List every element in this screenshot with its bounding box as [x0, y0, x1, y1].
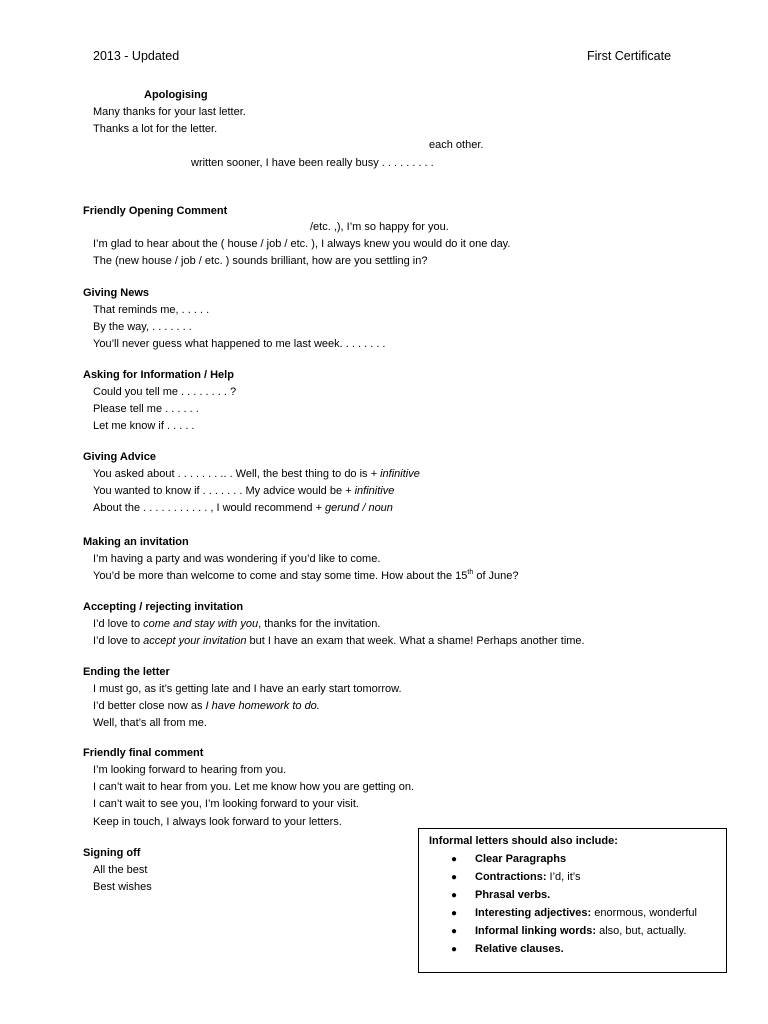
opening-line-1: /etc. ,), I’m so happy for you.: [310, 221, 449, 233]
advice-line-3: [93, 501, 393, 515]
opening-line-3: The (new house / job / etc. ) sounds brilliant, how are you settling in?: [93, 255, 428, 267]
apologising-line-4: written sooner, I have been really busy . . . . . . . . .: [191, 157, 434, 169]
advice-line-3-italic: + gerund / noun: [315, 502, 393, 514]
accepting-line-1-b: , thanks for the invitation.: [258, 618, 381, 630]
invitation-line-2-sup: th: [467, 569, 474, 576]
advice-line-2-text: You wanted to know if . . . . . . . My advice would be: [93, 485, 346, 497]
tips-item-1: Clear Paragraphs: [475, 853, 567, 865]
tips-item-5-text: also, but, actually.: [596, 925, 687, 937]
advice-line-1-italic: + infinitive: [370, 468, 420, 480]
invitation-line-2: [93, 569, 519, 583]
tips-item-5: [475, 925, 686, 937]
tips-item-2-text: I’d, it’s: [546, 871, 581, 883]
invitation-line-2-end: of June?: [473, 570, 519, 582]
tips-item-3: Phrasal verbs.: [475, 889, 551, 901]
accepting-line-2-italic: accept your invitation: [143, 635, 247, 647]
tips-item-2: [475, 871, 581, 883]
opening-line-2: I’m glad to hear about the ( house / job / etc. ), I always knew you would do it one day.: [93, 238, 511, 250]
advice-line-3-text: About the . . . . . . . . . . . , I would recommend: [93, 502, 316, 514]
section-title-final: Friendly final comment: [83, 747, 204, 759]
advice-line-2: [93, 484, 394, 498]
ending-line-3: Well, that’s all from me.: [93, 717, 207, 729]
tips-item-6: Relative clauses.: [475, 943, 564, 955]
section-title-ending: Ending the letter: [83, 666, 170, 678]
accepting-line-2-b: but I have an exam that week. What a shame! Perhaps another time.: [246, 635, 585, 647]
signing-line-1: All the best: [93, 864, 148, 876]
header-left: 2013 - Updated: [93, 49, 180, 63]
signing-line-2: Best wishes: [93, 881, 152, 893]
news-line-3: You’ll never guess what happened to me last week. . . . . . . .: [93, 338, 386, 350]
section-title-opening: Friendly Opening Comment: [83, 205, 228, 217]
final-line-2: I can’t wait to hear from you. Let me know how you are getting on.: [93, 781, 415, 793]
bullet-icon: ●: [451, 908, 458, 919]
ending-line-2-italic: I have homework to do.: [205, 700, 320, 712]
tips-item-4: [475, 907, 697, 919]
section-title-advice: Giving Advice: [83, 451, 156, 463]
ending-line-2: [93, 699, 320, 713]
section-title-invitation: Making an invitation: [83, 536, 189, 548]
accepting-line-1-italic: come and stay with you: [143, 618, 259, 630]
accepting-line-1-a: I’d love to: [93, 618, 144, 630]
news-line-1: That reminds me, . . . . .: [93, 304, 210, 316]
asking-line-2: Please tell me . . . . . .: [93, 403, 199, 415]
final-line-3: I can’t wait to see you, I’m looking forward to your visit.: [93, 798, 359, 810]
bullet-icon: ●: [451, 872, 458, 883]
accepting-line-2: [93, 634, 585, 648]
asking-line-1: Could you tell me . . . . . . . . ?: [93, 386, 237, 398]
section-title-accepting: Accepting / rejecting invitation: [83, 601, 244, 613]
apologising-line-2: Thanks a lot for the letter.: [93, 123, 218, 135]
bullet-icon: ●: [451, 854, 458, 865]
tips-item-4-text: enormous, wonderful: [591, 907, 697, 919]
header-right: First Certificate: [587, 49, 672, 63]
apologising-line-3: each other.: [429, 139, 484, 151]
section-title-apologising: Apologising: [144, 89, 208, 101]
final-line-4: Keep in touch, I always look forward to your letters.: [93, 816, 342, 828]
bullet-icon: ●: [451, 890, 458, 901]
section-title-news: Giving News: [83, 287, 150, 299]
bullet-icon: ●: [451, 926, 458, 937]
tips-box: [418, 828, 727, 973]
apologising-line-1: Many thanks for your last letter.: [93, 106, 246, 118]
advice-line-1-text: You asked about . . . . . . . .. . Well, the best thing to do is: [93, 468, 371, 480]
ending-line-2-a: I’d better close now as: [93, 700, 206, 712]
news-line-2: By the way, . . . . . . .: [93, 321, 192, 333]
section-title-asking: Asking for Information / Help: [83, 369, 234, 381]
section-title-signing: Signing off: [83, 847, 141, 859]
bullet-icon: ●: [451, 944, 458, 955]
invitation-line-2-text: You’d be more than welcome to come and stay some time. How about the 15: [93, 570, 468, 582]
advice-line-1: [93, 467, 420, 481]
accepting-line-1: [93, 617, 380, 631]
tips-item-2-bold: Contractions:: [475, 871, 547, 883]
final-line-1: I’m looking forward to hearing from you.: [93, 764, 287, 776]
invitation-line-1: I’m having a party and was wondering if you’d like to come.: [93, 553, 381, 565]
accepting-line-2-a: I’d love to: [93, 635, 144, 647]
ending-line-1: I must go, as it’s getting late and I have an early start tomorrow.: [93, 683, 402, 695]
tips-item-5-bold: Informal linking words:: [475, 925, 597, 937]
tips-box-title: Informal letters should also include:: [429, 835, 618, 847]
asking-line-3: Let me know if . . . . .: [93, 420, 195, 432]
tips-item-4-bold: Interesting adjectives:: [475, 907, 592, 919]
advice-line-2-italic: + infinitive: [345, 485, 395, 497]
